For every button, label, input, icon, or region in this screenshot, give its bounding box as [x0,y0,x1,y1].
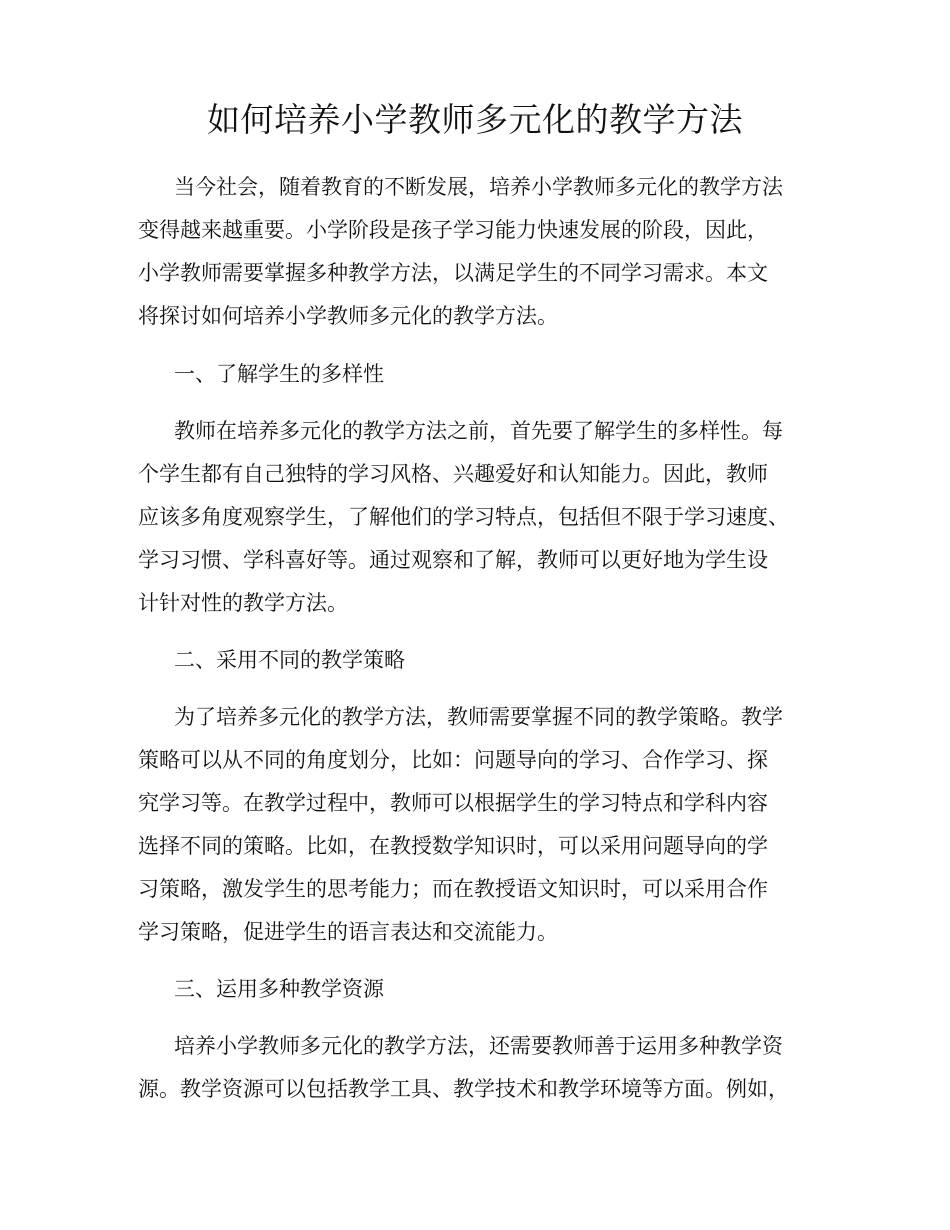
section-2-line-3: 究学习等。在教学过程中，教师可以根据学生的学习特点和学科内容 [138,791,768,815]
section-1-line-4: 学习习惯、学科喜好等。通过观察和了解，教师可以更好地为学生设 [138,548,768,572]
section-1-line-1: 教师在培养多元化的教学方法之前，首先要了解学生的多样性。每 [174,419,783,443]
section-2-line-1: 为了培养多元化的教学方法，教师需要掌握不同的教学策略。教学 [174,705,783,729]
section-3-line-1: 培养小学教师多元化的教学方法，还需要教师善于运用多种教学资 [174,1034,783,1058]
paragraph-intro-line-3: 小学教师需要掌握多种教学方法，以满足学生的不同学习需求。本文 [138,261,768,285]
section-heading-1: 一、了解学生的多样性 [174,362,384,386]
section-1-line-5: 计针对性的教学方法。 [138,591,348,615]
section-heading-2: 二、采用不同的教学策略 [174,648,405,672]
section-2-line-5: 习策略，激发学生的思考能力；而在教授语文知识时，可以采用合作 [138,877,768,901]
section-1-line-3: 应该多角度观察学生，了解他们的学习特点，包括但不限于学习速度、 [138,505,789,529]
section-heading-3: 三、运用多种教学资源 [174,977,384,1001]
section-2-line-6: 学习策略，促进学生的语言表达和交流能力。 [138,920,558,944]
section-2-line-2: 策略可以从不同的角度划分，比如：问题导向的学习、合作学习、探 [138,748,768,772]
paragraph-intro-line-1: 当今社会，随着教育的不断发展，培养小学教师多元化的教学方法 [174,175,783,199]
section-2-line-4: 选择不同的策略。比如，在教授数学知识时，可以采用问题导向的学 [138,834,768,858]
document-title: 如何培养小学教师多元化的教学方法 [207,100,743,139]
section-3-line-2: 源。教学资源可以包括教学工具、教学技术和教学环境等方面。例如， [138,1077,789,1101]
paragraph-intro-line-2: 变得越来越重要。小学阶段是孩子学习能力快速发展的阶段，因此， [138,218,768,242]
paragraph-intro-line-4: 将探讨如何培养小学教师多元化的教学方法。 [138,304,558,328]
section-1-line-2: 个学生都有自己独特的学习风格、兴趣爱好和认知能力。因此，教师 [138,462,768,486]
